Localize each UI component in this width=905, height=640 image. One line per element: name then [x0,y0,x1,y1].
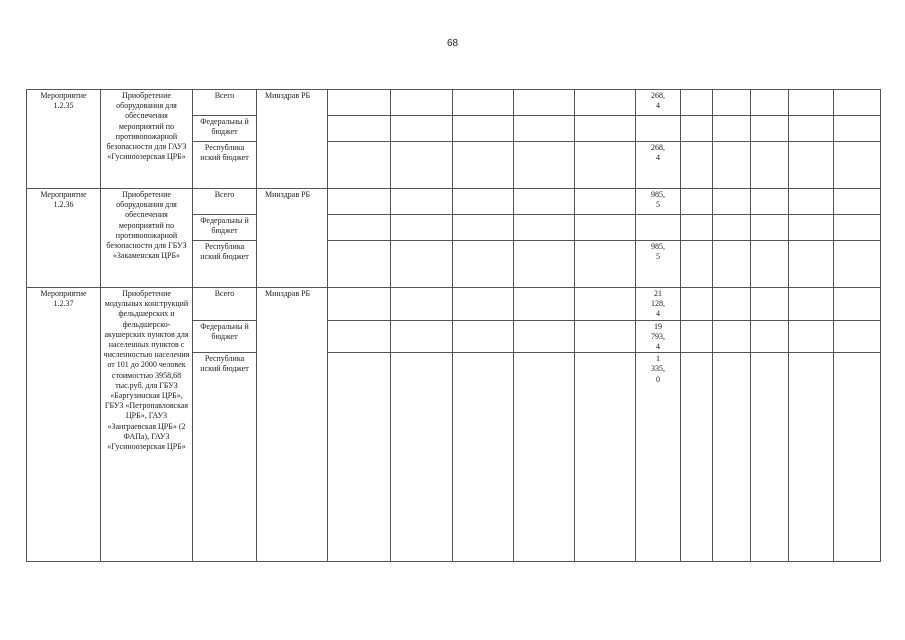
empty-cell [789,116,834,142]
funding-source: Федеральны й бюджет [193,116,257,142]
empty-cell [713,353,751,562]
executor: Минздрав РБ [257,189,328,288]
empty-cell [681,142,713,189]
empty-cell [575,142,636,189]
funding-value: 21 128, 4 [636,288,681,321]
empty-cell [453,215,514,241]
page-number: 68 [446,38,459,49]
empty-cell [681,116,713,142]
empty-cell [789,142,834,189]
empty-cell [328,215,391,241]
empty-cell [834,116,881,142]
funding-source: Всего [193,90,257,116]
empty-cell [681,189,713,215]
empty-cell [514,215,575,241]
funding-value: 19 793, 4 [636,320,681,353]
measure-name: Приобретение оборудования для обеспечения мероприятий по противопожарной безопасности для ГАУЗ «Гусиноозерская ЦРБ» [101,90,193,189]
empty-cell [453,142,514,189]
empty-cell [834,215,881,241]
empty-cell [789,353,834,562]
empty-cell [575,189,636,215]
empty-cell [453,241,514,288]
empty-cell [751,320,789,353]
empty-cell [751,241,789,288]
empty-cell [328,189,391,215]
empty-cell [391,142,453,189]
empty-cell [575,241,636,288]
empty-cell [751,353,789,562]
empty-cell [834,142,881,189]
executor: Минздрав РБ [257,288,328,562]
empty-cell [453,189,514,215]
funding-value: 268, 4 [636,90,681,116]
empty-cell [453,353,514,562]
empty-cell [789,320,834,353]
funding-value: 1 335, 0 [636,353,681,562]
funding-source: Всего [193,288,257,321]
empty-cell [575,116,636,142]
funding-source: Республика нский бюджет [193,353,257,562]
funding-value [636,215,681,241]
empty-cell [681,288,713,321]
empty-cell [789,241,834,288]
funding-value: 268, 4 [636,142,681,189]
funding-value: 985, 5 [636,189,681,215]
empty-cell [789,215,834,241]
empty-cell [681,90,713,116]
empty-cell [681,241,713,288]
empty-cell [713,288,751,321]
empty-cell [834,189,881,215]
empty-cell [789,90,834,116]
empty-cell [514,288,575,321]
empty-cell [391,320,453,353]
funding-source: Всего [193,189,257,215]
empty-cell [751,142,789,189]
table-row [27,288,881,321]
empty-cell [575,320,636,353]
funding-source: Республика нский бюджет [193,142,257,189]
empty-cell [391,241,453,288]
table-row [27,189,881,215]
measure-id: Мероприятие 1.2.36 [27,189,101,288]
empty-cell [391,90,453,116]
empty-cell [751,90,789,116]
empty-cell [834,90,881,116]
empty-cell [575,215,636,241]
empty-cell [789,189,834,215]
funding-value [636,116,681,142]
empty-cell [575,90,636,116]
budget-table [26,89,881,562]
measure-id: Мероприятие 1.2.35 [27,90,101,189]
empty-cell [328,241,391,288]
empty-cell [453,116,514,142]
empty-cell [751,189,789,215]
empty-cell [391,353,453,562]
empty-cell [514,90,575,116]
table-body [27,90,881,562]
measure-name: Приобретение оборудования для обеспечения мероприятий по противопожарной безопасности для ГБУЗ «Закаменская ЦРБ» [101,189,193,288]
empty-cell [514,241,575,288]
empty-cell [328,116,391,142]
empty-cell [328,90,391,116]
empty-cell [328,353,391,562]
empty-cell [751,116,789,142]
empty-cell [713,320,751,353]
empty-cell [514,116,575,142]
empty-cell [514,320,575,353]
empty-cell [834,241,881,288]
empty-cell [713,215,751,241]
empty-cell [713,116,751,142]
empty-cell [575,288,636,321]
empty-cell [391,116,453,142]
empty-cell [328,320,391,353]
empty-cell [713,189,751,215]
empty-cell [391,288,453,321]
measure-name: Приобретение модульных конструкций фельдшерских и фельдшерско-акушерских пунктов для населенных пунктов с численностью населения от 101 до 2000 человек стоимостью 3958,68 тыс.руб. для ГБУЗ «Баргузинская ЦРБ», ГБУЗ «Петропавловская ЦРБ», ГАУЗ «Заиграевская ЦРБ» (2 ФАПа), ГАУЗ «Гусиноозерская ЦРБ» [101,288,193,562]
empty-cell [713,90,751,116]
empty-cell [391,189,453,215]
funding-source: Федеральны й бюджет [193,320,257,353]
empty-cell [514,189,575,215]
empty-cell [328,288,391,321]
funding-source: Федеральны й бюджет [193,215,257,241]
empty-cell [681,320,713,353]
empty-cell [453,90,514,116]
funding-source: Республика нский бюджет [193,241,257,288]
empty-cell [834,288,881,321]
empty-cell [789,288,834,321]
empty-cell [751,215,789,241]
empty-cell [834,353,881,562]
executor: Минздрав РБ [257,90,328,189]
empty-cell [681,215,713,241]
empty-cell [751,288,789,321]
empty-cell [514,353,575,562]
empty-cell [514,142,575,189]
empty-cell [453,288,514,321]
empty-cell [834,320,881,353]
empty-cell [453,320,514,353]
funding-value: 985, 5 [636,241,681,288]
empty-cell [681,353,713,562]
empty-cell [328,142,391,189]
empty-cell [391,215,453,241]
empty-cell [575,353,636,562]
table-row [27,90,881,116]
empty-cell [713,241,751,288]
measure-id: Мероприятие 1.2.37 [27,288,101,562]
empty-cell [713,142,751,189]
